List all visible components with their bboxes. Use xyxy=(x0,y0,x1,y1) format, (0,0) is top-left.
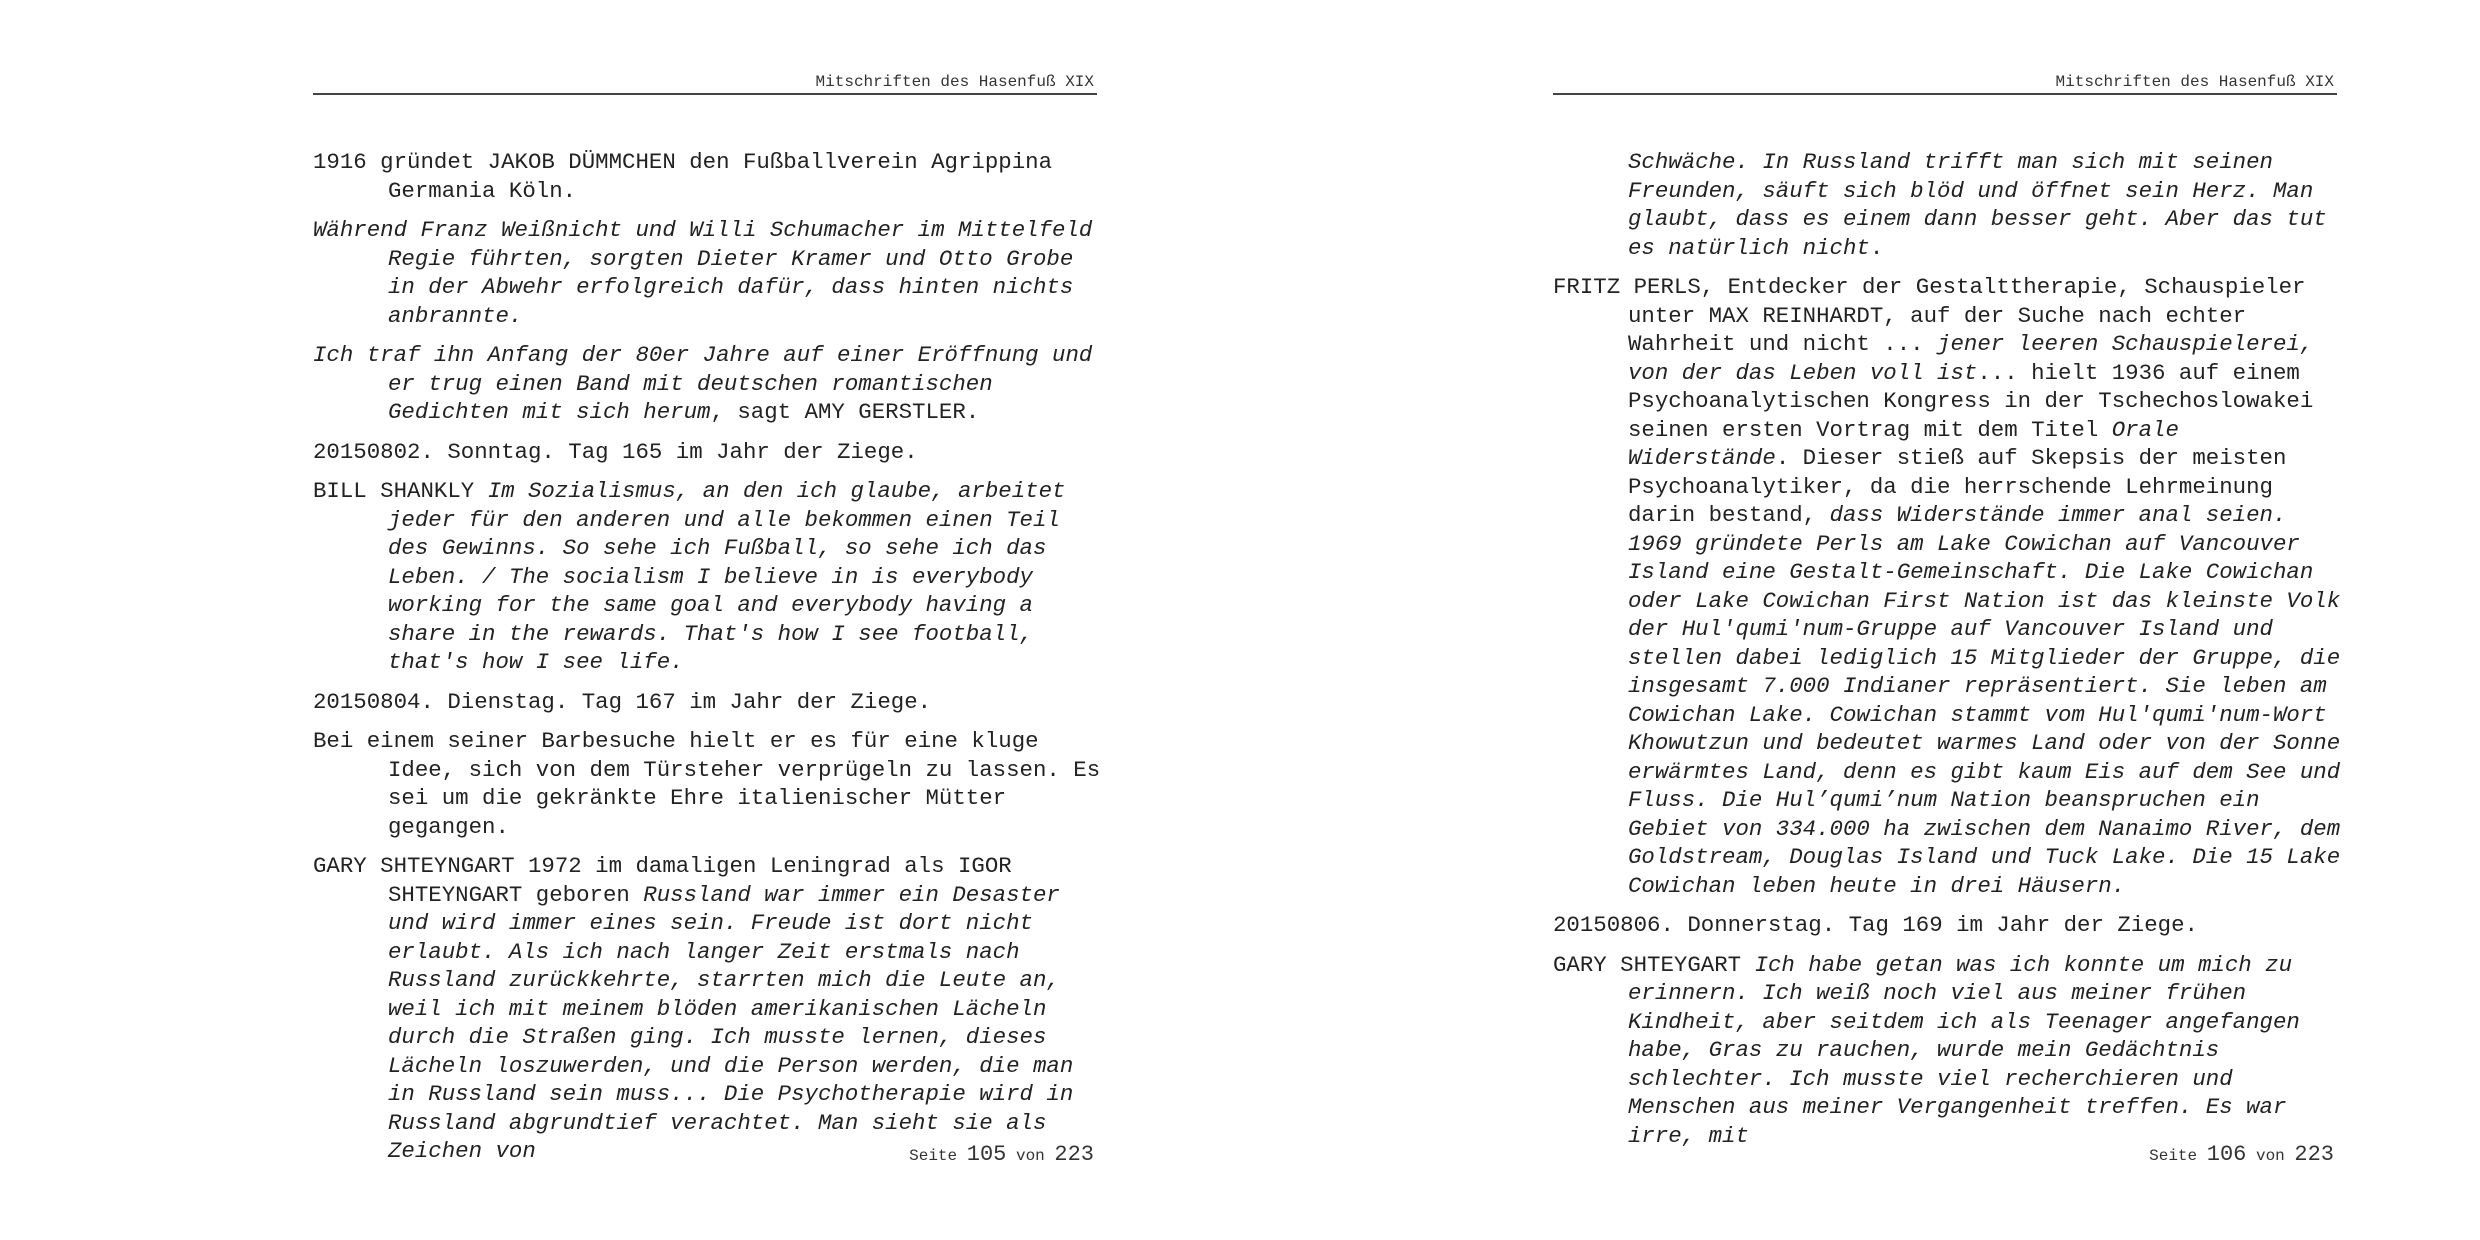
text-segment: 20150802. Sonntag. Tag 165 im Jahr der Ziege. xyxy=(313,438,918,465)
text-segment: Bei einem seiner Barbesuche hielt er es für eine kluge Idee, sich von dem Türsteher verprügeln zu lassen. Es sei um die gekränkte Ehre italienischer Mütter gegangen. xyxy=(313,728,1101,840)
page-content xyxy=(313,148,1113,1177)
footer-von: von xyxy=(2255,1147,2285,1165)
running-header: Mitschriften des Hasenfuß XIX xyxy=(1553,73,2337,95)
paragraph xyxy=(313,148,1113,205)
paragraph xyxy=(313,477,1113,677)
paragraph xyxy=(1553,273,2353,900)
paragraph xyxy=(313,438,1113,467)
text-segment: . Dieser stieß auf Skepsis der meisten Psychoanalytiker, da die herrschende Lehrmeinung darin bestand, xyxy=(1628,445,2287,528)
footer-prefix: Seite xyxy=(2149,1147,2198,1165)
italic-text: Im Sozialismus, an den ich glaube, arbeitet jeder für den anderen und alle bekommen einen Teil des Gewinns. So sehe ich Fußball, so sehe ich das Leben. / The socialism I believe in is everybody working for the same goal and everybody having a share in the rewards. That's how I see football, that's how I see life. xyxy=(388,478,1066,675)
page-footer xyxy=(1553,1142,2337,1167)
paragraph xyxy=(313,727,1113,841)
text-segment: GARY SHTEYGART xyxy=(1553,951,1755,978)
page-content xyxy=(1553,148,2353,1161)
italic-text: Ich habe getan was ich konnte um mich zu erinnern. Ich weiß noch viel aus meiner frühen Kindheit, aber seitdem ich als Teenager angefangen habe, Gras zu rauchen, wurde mein Gedächtnis schlechter. Ich musste viel recherchieren und Menschen aus meiner Vergangenheit treffen. Es war irre, mit xyxy=(1628,951,2300,1149)
footer-von: von xyxy=(1015,1147,1045,1165)
text-segment: GARY SHTEYNGART 1972 im damaligen Leningrad als IGOR SHTEYNGART geboren xyxy=(313,853,1012,908)
italic-text: dass Widerstände immer anal seien. 1969 gründete Perls am Lake Cowichan auf Vancouver Island eine Gestalt-Gemeinschaft. Die Lake Cowichan oder Lake Cowichan First Nation ist das kleinste Volk der Hul'qumi'num-Gruppe auf Vancouver Island und stellen dabei lediglich 15 Mitglieder der Gruppe, die insgesamt 7.000 Indianer repräsentiert. Sie leben am Cowichan Lake. Cowichan stammt vom Hul'qumi'num-Wort Khowutzun und bedeutet warmes Land oder von der Sonne erwärmtes Land, denn es gibt kaum Eis auf dem See und Fluss. Die Hul’qumi’num Nation beanspruchen ein Gebiet von 334.000 ha zwischen dem Nanaimo River, dem Goldstream, Douglas Island und Tuck Lake. Die 15 Lake Cowichan leben heute in drei Häusern. xyxy=(1628,502,2341,899)
paragraph xyxy=(313,688,1113,717)
italic-text: jener leeren Schauspielerei, von der das Leben voll ist xyxy=(1628,331,2314,386)
right-page xyxy=(1240,0,2480,1240)
italic-text: Schwäche. In Russland trifft man sich mit seinen Freunden, säuft sich blöd und öffnet sein Herz. Man glaubt, dass es einem dann besser geht. Aber das tut es natürlich nicht xyxy=(1628,149,2327,261)
footer-prefix: Seite xyxy=(909,1147,958,1165)
text-segment: . xyxy=(1869,234,1884,261)
page-total: 223 xyxy=(2294,1142,2334,1167)
italic-text: Orale Widerstände xyxy=(1628,416,2179,471)
italic-text: Ich traf ihn Anfang der 80er Jahre auf einer Eröffnung und er trug einen Band mit deutschen romantischen Gedichten mit sich herum xyxy=(313,342,1093,425)
italic-text: Während Franz Weißnicht und Willi Schumacher im Mittelfeld Regie führten, sorgten Dieter Kramer und Otto Grobe in der Abwehr erfolgreich dafür, dass hinten nichts anbrannte. xyxy=(313,217,1093,329)
page-total: 223 xyxy=(1054,1142,1094,1167)
text-segment: BILL SHANKLY xyxy=(313,478,488,504)
page-number: 106 xyxy=(2206,1142,2247,1167)
paragraph xyxy=(1553,148,2353,262)
text-segment: 1916 gründet JAKOB DÜMMCHEN den Fußballverein Agrippina Germania Köln. xyxy=(313,149,1053,204)
paragraph xyxy=(313,341,1113,427)
italic-text: Russland war immer ein Desaster und wird immer eines sein. Freude ist dort nicht erlaubt. Als ich nach langer Zeit erstmals nach Russland zurückkehrte, starrten mich die Leute an, weil ich mit meinem blöden amerikanischen Lächeln durch die Straßen ging. Ich musste lernen, dieses Lächeln loszuwerden, und die Person werden, die man in Russland sein muss... Die Psychotherapie wird in Russland abgrundtief verachtet. Man sieht sie als Zeichen von xyxy=(388,881,1074,1164)
running-header: Mitschriften des Hasenfuß XIX xyxy=(313,73,1097,95)
text-segment: 20150806. Donnerstag. Tag 169 im Jahr der Ziege. xyxy=(1553,912,2198,938)
paragraph xyxy=(1553,951,2353,1151)
page-number: 105 xyxy=(966,1142,1007,1167)
paragraph xyxy=(313,852,1113,1166)
text-segment: 20150804. Dienstag. Tag 167 im Jahr der Ziege. xyxy=(313,688,932,715)
page-footer xyxy=(313,1142,1097,1167)
paragraph xyxy=(313,216,1113,330)
text-segment: FRITZ PERLS, Entdecker der Gestalttherapie, Schauspieler unter MAX REINHARDT, auf der Suche nach echter Wahrheit und nicht ... xyxy=(1553,274,2306,357)
paragraph xyxy=(1553,911,2353,940)
text-segment: , sagt AMY GERSTLER. xyxy=(710,399,980,425)
text-segment: ... hielt 1936 auf einem Psychoanalytischen Kongress in der Tschechoslowakei seinen ersten Vortrag mit dem Titel xyxy=(1628,359,2314,443)
